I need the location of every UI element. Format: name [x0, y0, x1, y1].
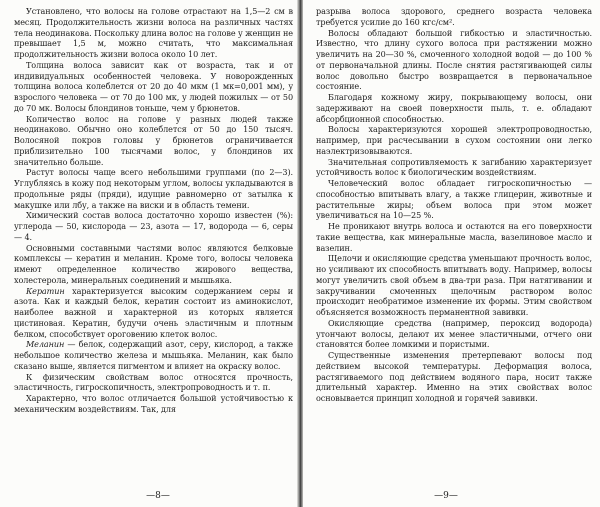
- melanin-paragraph: [14, 339, 293, 371]
- left-page: [14, 6, 293, 506]
- paragraph: Благодаря кожному жиру, покрывающему волосы, они задерживают на своей поверхности пыль, т. е. обладают абсорбционной способностью.: [316, 92, 592, 124]
- continued-paragraph: разрыва волоса здорового, среднего возраста человека требуется усилие до 160 кгс/см².: [316, 6, 592, 27]
- paragraph: Основными составными частями волос являются белковые комплексы — кератин и меланин. Кроме того, волосы человека имеют определенное количество жирового вещества, холестерола, минеральных соединений и мышьяка.: [14, 242, 293, 285]
- paragraph: Установлено, что волосы на голове отрастают на 1,5—2 см в месяц. Продолжительность жизни волоса на различных частях тела неодинакова. Поскольку длина волос на голове у женщин не превышает 1,5 м, можно считать, что максимальная продолжительность жизни волоса около 10 лет.: [14, 6, 293, 59]
- paragraph: Человеческий волос обладает гигроскопичностью — способностью впитывать влагу, а также глицерин, животные и растительные жиры; объем волоса при этом может увеличиваться на 10—25 %.: [316, 178, 592, 221]
- keratin-text: характеризуется высоким содержанием серы и азота. Как и каждый белок, кератин состоит из аминокислот, наиболее важной и характерной из которых является цистиновая. Кератин, будучи очень эластичным и плотным белком, способствует ороговению клеток волос.: [14, 285, 293, 339]
- keratin-term: Кератин: [26, 285, 65, 296]
- paragraph: Существенные изменения претерпевают волосы под действием высокой температуры. Деформация волоса, растягиваемого под действием водяного пара, носит также длительный характер. Именно на этих свойствах волос основывается принцип холодной и горячей завивки.: [316, 350, 592, 403]
- paragraph: Волосы обладают большой гибкостью и эластичностью. Известно, что длину сухого волоса при растяжении можно увеличить на 20—30 %, смоченного холодной водой — до 100 % от первоначальной длины. После снятия растягивающей силы волос довольно быстро возвращается в первоначальное состояние.: [316, 27, 592, 92]
- page-number-right: —9—: [434, 491, 458, 501]
- paragraph: Количество волос на голове у разных людей также неодинаково. Обычно оно колеблется от 50 до 150 тысяч. Волосяной покров головы у брюнетов ограничивается приблизительно 100 тысячами волос, у блондинов их значительно больше.: [14, 113, 293, 167]
- paragraph: Не проникают внутрь волоса и остаются на его поверхности такие вещества, как минеральные масла, вазелиновое масло и вазелин.: [316, 221, 592, 253]
- paragraph: Волосы характеризуются хорошей электропроводностью, например, при расчесывании в сухом состоянии они легко наэлектризовываются.: [316, 124, 592, 156]
- paragraph: Окисляющие средства (например, пероксид водорода) утончают волосы, делают их менее эластичными, отчего они становятся более ломкими и пористыми.: [316, 317, 592, 350]
- page-number-left: —8—: [146, 491, 170, 501]
- paragraph: Растут волосы чаще всего небольшими группами (по 2—3). Углубляясь в кожу под некоторым углом, волосы укладываются в продольные ряды (пряди), идущие равномерно от затылка к макушке или лбу, а также на виски и в область темени.: [14, 167, 293, 210]
- keratin-paragraph: [14, 286, 293, 340]
- paragraph: Значительная сопротивляемость к загибанию характеризует устойчивость волос к биологическим воздействиям.: [316, 156, 592, 178]
- paragraph: Химический состав волоса достаточно хорошо известен (%): углерода — 50, кислорода — 23, азота — 17, водорода — 6, серы — 4.: [14, 210, 293, 242]
- paragraph: Толщина волоса зависит как от возраста, так и от индивидуальных особенностей человека. У новорожденных толщина волоса колеблется от 20 до 40 мкм (1 мк=0,001 мм), у взрослого человека — от 70 до 100 мк, у людей пожилых — от 50 до 70 мк. Волосы блондинов тоньше, чем у брюнетов.: [14, 59, 293, 113]
- book-gutter: [297, 0, 303, 507]
- paragraph: Щелочи и окисляющие средства уменьшают прочность волос, но усиливают их способность впитывать воду. Например, волосы могут увеличить свой объем в два-три раза. При натягивании и закручивании смоченных щелочным раствором волос происходит необратимое изменение их формы. Этим свойством объясняется возможность перманентной завивки.: [316, 253, 592, 317]
- paragraph: Характерно, что волос отличается большой устойчивостью к механическим воздействиям. Так, для: [14, 393, 293, 414]
- paragraph: К физическим свойствам волос относятся прочность, эластичность, гигроскопичность, электропроводность и т. п.: [14, 371, 293, 393]
- melanin-text: — белок, содержащий азот, серу, кислород, а также небольшое количество железа и мышьяка. Меланин, как было сказано выше, является пигментом и влияет на окраску волос.: [14, 339, 293, 371]
- melanin-term: Меланин: [26, 339, 65, 350]
- right-page: [316, 6, 592, 506]
